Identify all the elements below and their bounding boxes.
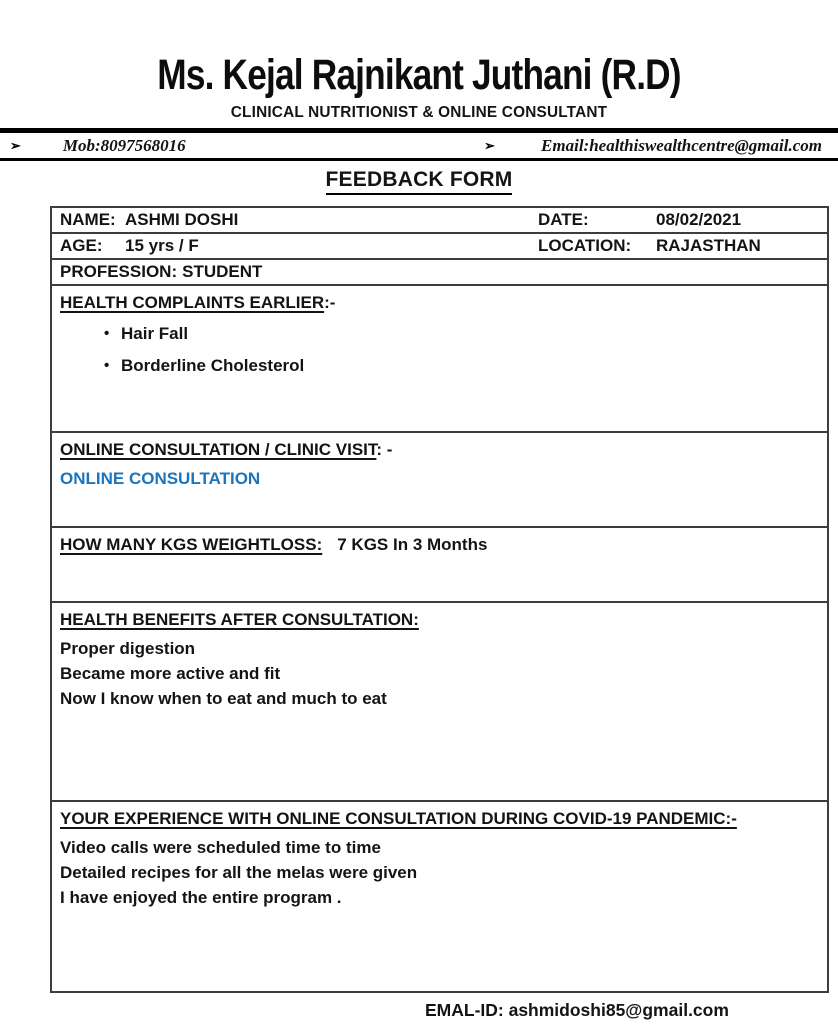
email-address: Email:healthiswealthcentre@gmail.com <box>541 135 822 155</box>
section-weightloss <box>52 528 827 603</box>
benefit-line: Proper digestion <box>60 639 196 658</box>
header-divider-single <box>0 158 838 161</box>
list-item <box>104 321 819 347</box>
age-label: AGE: <box>60 236 103 255</box>
top-margin <box>0 0 838 50</box>
section-consultation-type <box>52 433 827 528</box>
heading-suffix: : - <box>376 440 393 459</box>
section-heading-row <box>60 607 819 632</box>
experience-heading: YOUR EXPERIENCE WITH ONLINE CONSULTATION DURING COVID-19 PANDEMIC:- <box>60 809 737 828</box>
benefit-line: Now I know when to eat and much to eat <box>60 689 387 708</box>
footer-email-id: EMAL-ID: ashmidoshi85@gmail.com <box>425 1000 729 1020</box>
age-value: 15 yrs / F <box>125 236 199 255</box>
age-cell <box>52 234 530 258</box>
bullet-icon: • <box>104 357 110 374</box>
complaint-text: Hair Fall <box>121 324 189 343</box>
date-cell <box>530 208 827 232</box>
page-title: Ms. Kejal Rajnikant Juthani (R.D) <box>157 51 681 99</box>
form-title-row <box>0 168 838 195</box>
bullet-icon: • <box>104 325 110 342</box>
page-subtitle: CLINICAL NUTRITIONIST & ONLINE CONSULTANT <box>230 104 608 121</box>
date-value: 08/02/2021 <box>656 210 742 229</box>
benefits-heading: HEALTH BENEFITS AFTER CONSULTATION: <box>60 610 419 629</box>
table-row-age-location <box>52 234 827 260</box>
feedback-form-table <box>50 206 829 993</box>
section-heading-row <box>60 290 819 315</box>
table-row-name-date <box>52 208 827 234</box>
section-health-benefits <box>52 603 827 802</box>
section-health-complaints <box>52 286 827 433</box>
location-cell <box>530 234 827 258</box>
consultation-heading: ONLINE CONSULTATION / CLINIC VISIT <box>60 440 377 459</box>
location-value: RAJASTHAN <box>656 236 761 255</box>
name-cell <box>52 208 530 232</box>
weightloss-answer: 7 KGS In 3 Months <box>337 535 488 554</box>
table-row-profession <box>52 260 827 286</box>
complaint-text: Borderline Cholesterol <box>121 356 305 375</box>
contact-bar <box>0 133 838 158</box>
section-heading-row <box>60 437 819 462</box>
experience-line: Video calls were scheduled time to time <box>60 838 381 857</box>
health-complaints-heading: HEALTH COMPLAINTS EARLIER <box>60 293 325 312</box>
consultation-answer: ONLINE CONSULTATION <box>60 469 261 488</box>
experience-line: Detailed recipes for all the melas were given <box>60 863 418 882</box>
mobile-contact <box>10 136 186 156</box>
profession-label: PROFESSION: <box>60 262 178 281</box>
form-title: FEEDBACK FORM <box>326 168 513 195</box>
location-label: LOCATION: <box>538 236 632 255</box>
arrow-bullet-icon: ➢ <box>10 138 21 153</box>
weightloss-heading: HOW MANY KGS WEIGHTLOSS: <box>60 535 323 554</box>
benefit-line: Became more active and fit <box>60 664 281 683</box>
name-value: ASHMI DOSHI <box>125 210 239 229</box>
list-item <box>104 353 819 379</box>
mobile-number: Mob:8097568016 <box>62 135 186 155</box>
email-contact <box>484 136 822 156</box>
name-label: NAME: <box>60 210 116 229</box>
section-heading-row <box>60 806 819 831</box>
profession-value: STUDENT <box>182 262 263 281</box>
arrow-bullet-icon: ➢ <box>484 138 496 153</box>
section-covid-experience <box>52 802 827 991</box>
heading-suffix: :- <box>324 293 336 312</box>
date-label: DATE: <box>538 210 589 229</box>
experience-line: I have enjoyed the entire program . <box>60 888 342 907</box>
